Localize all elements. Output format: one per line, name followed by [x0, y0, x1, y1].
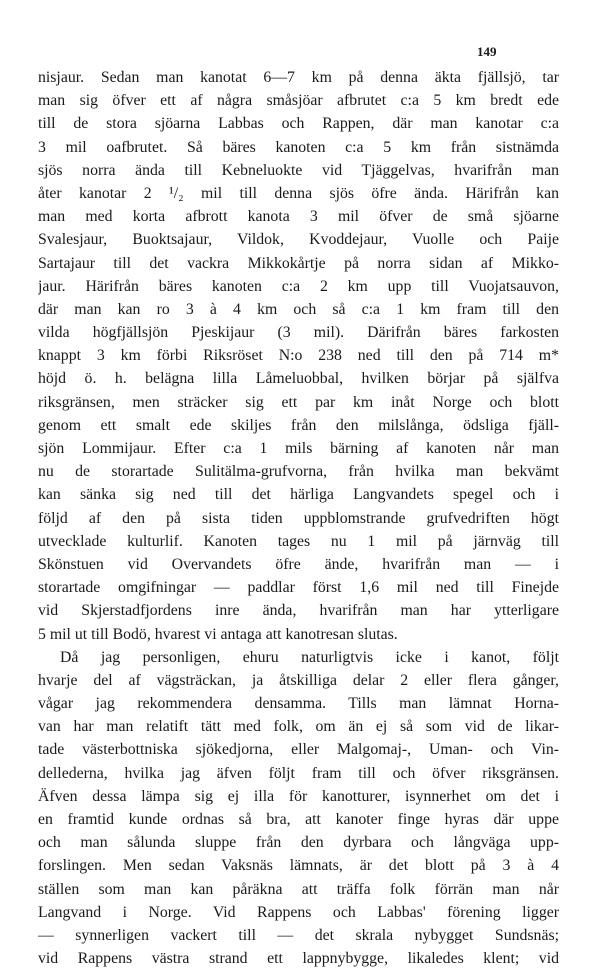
text-line: — synnerligen vackert till — det skrala nybygget Sundsnäs; — [38, 926, 559, 944]
text-line: storartade omgifningar — paddlar först 1,6 mil ned till Finejde — [38, 579, 559, 597]
text-line: Äfven dessa lämpa sig ej illa för kanotturer, isynnerhet om det i — [38, 787, 559, 805]
text-line: vilda högfjällsjön Pjeskijaur (3 mil). Därifrån bäres farkosten — [38, 324, 559, 342]
text-line: tade västerbottniska sjökedjorna, eller Malgomaj-, Uman- och Vin- — [38, 741, 559, 759]
text-line: nu de storartade Sulitälma-grufvorna, från hvilka man bekvämt — [38, 463, 559, 481]
text-line: man med korta afbrott kanota 3 mil öfver de små sjöarne — [38, 208, 559, 226]
text-line: där man kan ro 3 à 4 km och så c:a 1 km fram till den — [38, 300, 559, 318]
text-line: nisjaur. Sedan man kanotat 6—7 km på denna äkta fjällsjö, tar — [38, 69, 559, 86]
text-line: jaur. Härifrån bäres kanoten c:a 2 km upp till Vuojatsauvon, — [38, 277, 559, 295]
body-text — [38, 66, 559, 970]
text-line: en framtid kunde ordnas så bra, att kanoter finge hyras där uppe — [38, 811, 559, 828]
text-line: kan sänka sig ned till det härliga Langvandets spegel och i — [38, 486, 559, 504]
text-line: riksgränsen, men sträcker sig ett par km inåt Norge och blott — [38, 393, 559, 411]
text-line: knappt 3 km förbi Riksröset N:o 238 ned till den på 714 m* — [38, 347, 559, 365]
text-line: och man sålunda sluppe från den dyrbara och långväga upp- — [38, 834, 559, 852]
text-line: van har man relatift tätt med folk, om än ej så som vid de likar- — [38, 718, 559, 736]
text-line: sjös norra ända till Kebneluokte vid Tjäggelvas, hvarifrån man — [38, 161, 559, 179]
text-line: vid Rappens västra strand ett lappnybygge, likaledes klent; vid — [38, 950, 559, 968]
text-line: 5 mil ut till Bodö, hvarest vi antaga att kanotresan slutas. — [38, 625, 398, 643]
text-line: utvecklade kulturlif. Kanoten tages nu 1 mil på järnväg till — [38, 532, 559, 550]
text-line: vid Skjerstadfjordens inre ända, hvarifrån man har ytterligare — [38, 602, 559, 620]
text-line: Skönstuen vid Overvandets öfre ände, hvarifrån man — i — [38, 555, 559, 573]
text-line: vågar jag rekommendera densamma. Tills man lämnat Horna- — [38, 695, 559, 713]
text-line: genom ett smalt ede skiljes från den milslånga, ödsliga fjäll- — [38, 416, 559, 434]
text-line: 3 mil oafbrutet. Så bäres kanoten c:a 5 km från sistnämda — [38, 138, 559, 156]
text-line: forslingen. Men sedan Vaksnäs lämnats, är det blott på 3 à 4 — [38, 857, 559, 875]
page-number: 149 — [477, 44, 497, 59]
text-line: ställen som man kan påräkna att träffa folk förrän man når — [38, 880, 559, 898]
text-line: följd af den på sista tiden uppblomstrande grufvedriften högt — [38, 509, 559, 527]
text-line: sjön Lommijaur. Efter c:a 1 mils bärning af kanoten når man — [38, 440, 559, 457]
text-line: Svalesjaur, Buoktsajaur, Vildok, Kvoddejaur, Vuolle och Paije — [38, 231, 559, 249]
text-line: höjd ö. h. belägna lilla Låmeluobbal, hvilken börjar på själfva — [38, 370, 559, 388]
text-line: man sig öfver ett af några småsjöar afbrutet c:a 5 km bredt ede — [38, 92, 559, 110]
text-line: Langvand i Norge. Vid Rappens och Labbas' förening ligger — [38, 903, 559, 921]
text-line: hvarje del af vägsträckan, ja åtskilliga delar 2 eller flera gånger, — [38, 671, 559, 689]
text-line: dellederna, hvilka jag äfven följt fram till och öfver riksgränsen. — [38, 764, 559, 782]
text-line: Då jag personligen, ehuru naturligtvis icke i kanot, följt — [60, 648, 559, 666]
text-line: åter kanotar 2 ¹/₂ mil till denna sjös öfre ända. Härifrån kan — [38, 184, 559, 202]
text-line: till de stora sjöarna Labbas och Rappen, där man kanotar c:a — [38, 115, 559, 133]
text-line: Sartajaur till det vackra Mikkokårtje på norra sidan af Mikko- — [38, 254, 559, 272]
